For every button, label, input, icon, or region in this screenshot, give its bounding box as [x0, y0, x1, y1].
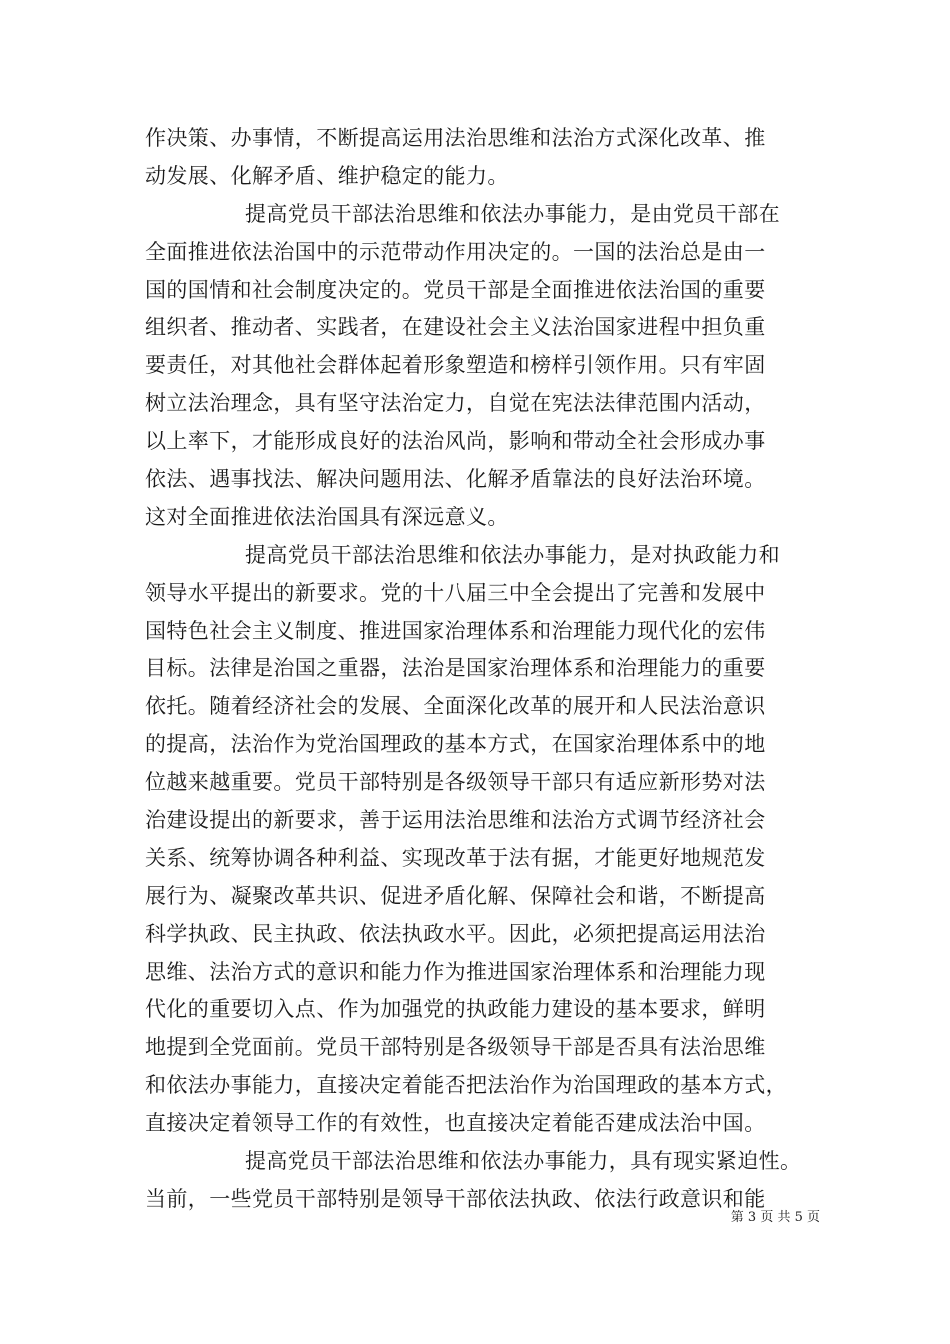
text-line: 依托。随着经济社会的发展、全面深化改革的展开和人民法治意识 [145, 694, 766, 719]
text-line: 国特色社会主义制度、推进国家治理体系和治理能力现代化的宏伟 [145, 618, 766, 643]
text-line: 组织者、推动者、实践者，在建设社会主义法治国家进程中担负重 [145, 315, 766, 340]
text-line: 代化的重要切入点、作为加强党的执政能力建设的基本要求，鲜明 [145, 997, 766, 1022]
text-line: 全面推进依法治国中的示范带动作用决定的。一国的法治总是由一 [145, 239, 766, 264]
text-line: 当前，一些党员干部特别是领导干部依法执政、依法行政意识和能 [145, 1186, 766, 1211]
page-number-footer: 第 3 页 共 5 页 [730, 1210, 820, 1225]
text-line: 目标。法律是治国之重器，法治是国家治理体系和治理能力的重要 [145, 656, 766, 681]
paragraph-first-line: 提高党员干部法治思维和依法办事能力，是对执政能力和 [245, 542, 780, 567]
text-line: 依法、遇事找法、解决问题用法、化解矛盾靠法的良好法治环境。 [145, 467, 766, 492]
text-line: 展行为、凝聚改革共识、促进矛盾化解、保障社会和谐，不断提高 [145, 883, 766, 908]
paragraph-first-line: 提高党员干部法治思维和依法办事能力，是由党员干部在 [245, 201, 780, 226]
text-line: 位越来越重要。党员干部特别是各级领导干部只有适应新形势对法 [145, 770, 766, 795]
text-line: 地提到全党面前。党员干部特别是各级领导干部是否具有法治思维 [145, 1035, 766, 1060]
text-line: 国的国情和社会制度决定的。党员干部是全面推进依法治国的重要 [145, 277, 766, 302]
text-line: 和依法办事能力，直接决定着能否把法治作为治国理政的基本方式， [145, 1073, 787, 1098]
document-body [145, 120, 820, 1219]
text-line: 要责任，对其他社会群体起着形象塑造和榜样引领作用。只有牢固 [145, 353, 766, 378]
text-line: 思维、法治方式的意识和能力作为推进国家治理体系和治理能力现 [145, 959, 766, 984]
text-line: 以上率下，才能形成良好的法治风尚，影响和带动全社会形成办事 [145, 429, 766, 454]
text-line: 动发展、化解矛盾、维护稳定的能力。 [145, 163, 509, 188]
text-line: 的提高，法治作为党治国理政的基本方式，在国家治理体系中的地 [145, 732, 766, 757]
text-line: 这对全面推进依法治国具有深远意义。 [145, 504, 509, 529]
paragraph-first-line: 提高党员干部法治思维和依法办事能力，具有现实紧迫性。 [245, 1149, 802, 1174]
text-line: 关系、统筹协调各种利益、实现改革于法有据，才能更好地规范发 [145, 845, 766, 870]
text-line: 作决策、办事情，不断提高运用法治思维和法治方式深化改革、推 [145, 126, 766, 150]
text-line: 树立法治理念，具有坚守法治定力，自觉在宪法法律范围内活动， [145, 391, 766, 416]
text-line: 领导水平提出的新要求。党的十八届三中全会提出了完善和发展中 [145, 580, 766, 605]
text-line: 科学执政、民主执政、依法执政水平。因此，必须把提高运用法治 [145, 921, 766, 946]
text-line: 治建设提出的新要求，善于运用法治思维和法治方式调节经济社会 [145, 808, 766, 833]
text-line: 直接决定着领导工作的有效性，也直接决定着能否建成法治中国。 [145, 1111, 766, 1136]
